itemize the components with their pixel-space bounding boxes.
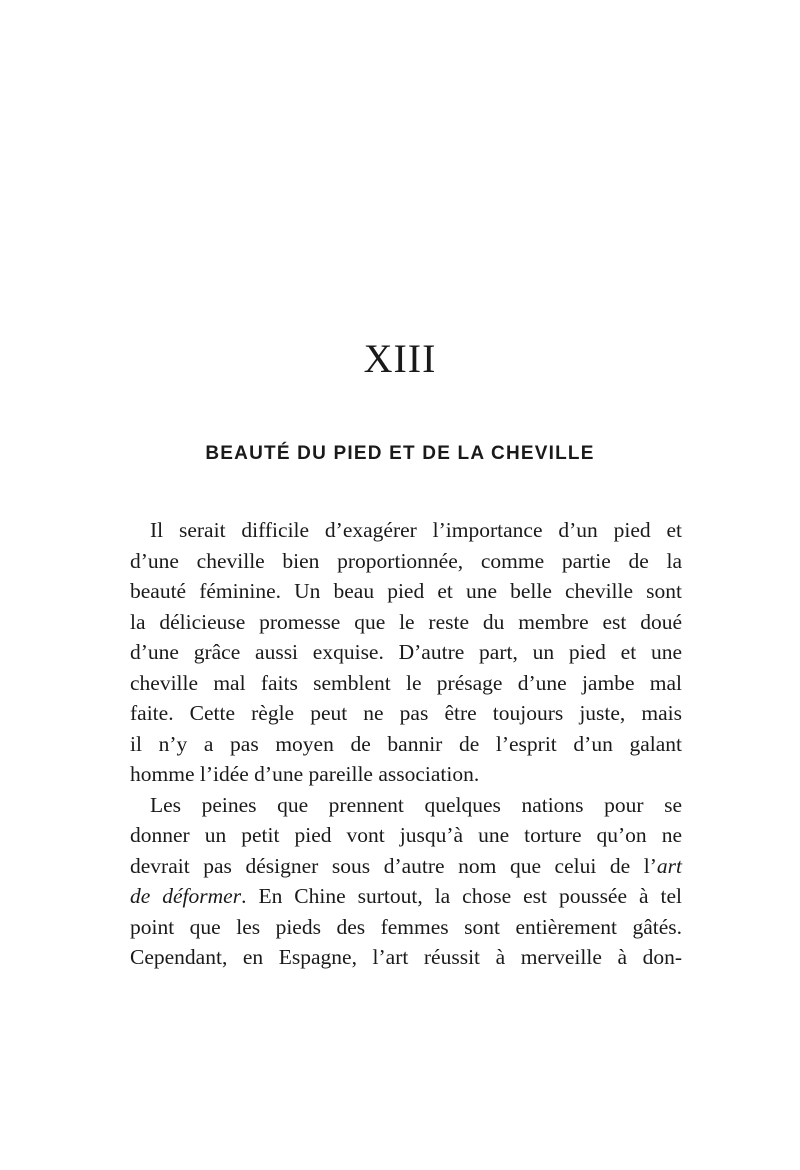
chapter-title: BEAUTÉ DU PIED ET DE LA CHEVILLE: [205, 443, 595, 464]
text-line: d’une grâce aussi exquise. D’autre part, un pied et une: [130, 640, 682, 664]
text-line: Cependant, en Espagne, l’art réussit à merveille à don-: [130, 945, 682, 969]
text-line-with-italic: [130, 851, 682, 882]
text-line: donner un petit pied vont jusqu’à une torture qu’on ne: [130, 823, 682, 847]
text-line: d’une cheville bien proportionnée, comme partie de la: [130, 548, 682, 573]
text-line: point que les pieds des femmes sont entièrement gâtés.: [130, 914, 682, 939]
text-run: devrait pas désigner sous d’autre nom que celui de l’: [130, 853, 657, 878]
text-line: homme l’idée d’une pareille association.: [130, 762, 480, 786]
text-line-with-italic: [130, 881, 682, 912]
text-line: faite. Cette règle peut ne pas être toujours juste, mais: [130, 701, 682, 725]
text-line: il n’y a pas moyen de bannir de l’esprit d’un galant: [130, 731, 682, 756]
italic-text-run: art: [656, 853, 682, 878]
italic-text-run: de déformer: [130, 884, 242, 908]
text-line: beauté féminine. Un beau pied et une belle cheville sont: [130, 579, 682, 603]
text-line: cheville mal faits semblent le présage d’une jambe mal: [130, 670, 682, 695]
chapter-number: XIII: [363, 336, 437, 381]
text-line: la délicieuse promesse que le reste du membre est doué: [130, 609, 682, 634]
text-line: Les peines que prennent quelques nations pour se: [150, 792, 682, 817]
text-line: Il serait difficile d’exagérer l’importance d’un pied et: [150, 518, 682, 542]
text-run: . En Chine surtout, la chose est poussée à tel: [241, 884, 682, 908]
chapter-body: [130, 515, 682, 973]
